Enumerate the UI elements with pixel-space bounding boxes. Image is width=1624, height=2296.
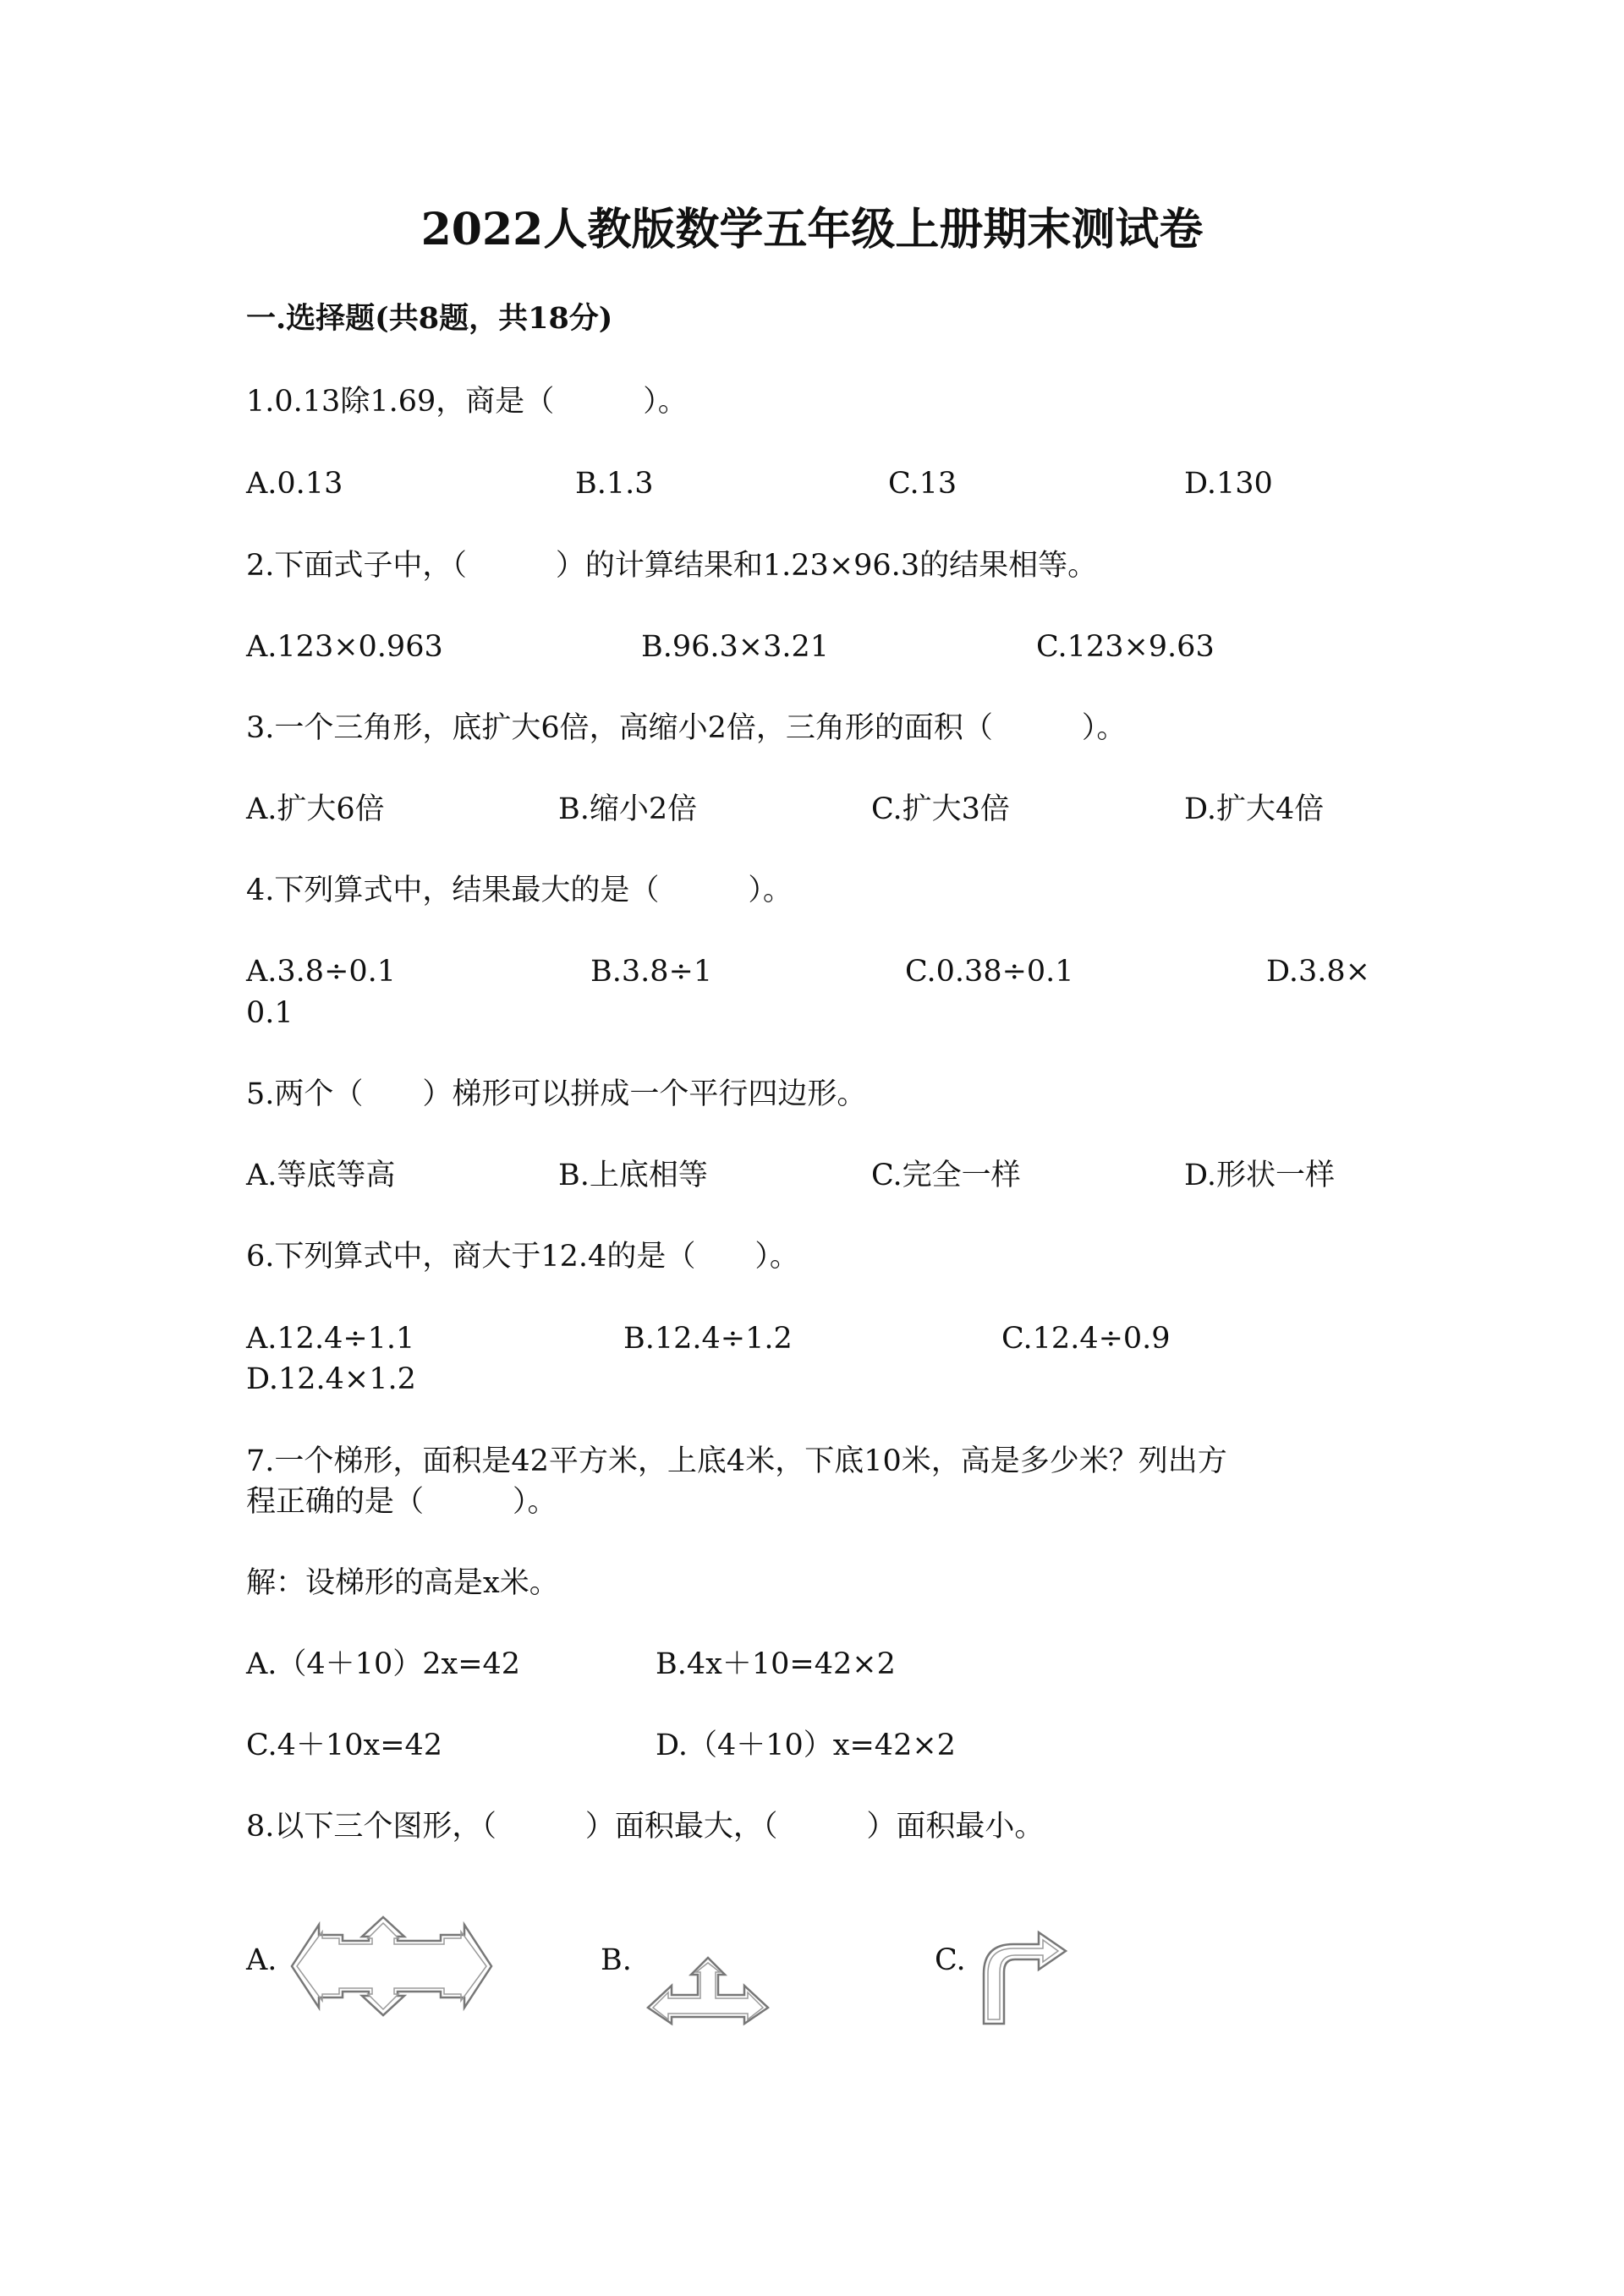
question-3-option-a: A.扩大6倍 — [246, 792, 385, 826]
figure-c-turn-arrow-icon — [973, 1913, 1070, 2027]
question-8-option-a: A. — [246, 1943, 277, 1977]
question-6-option-d: D.12.4×1.2 — [246, 1362, 416, 1396]
question-1-option-c: C.13 — [888, 467, 957, 501]
question-2-option-b: B.96.3×3.21 — [641, 630, 830, 664]
question-7-option-b: B.4x＋10=42×2 — [656, 1647, 896, 1681]
question-2-stem: 2.下面式子中，（ ）的计算结果和1.23×96.3的结果相等。 — [246, 549, 1098, 583]
question-5-option-d: D.形状一样 — [1184, 1159, 1335, 1192]
page-title: 2022人教版数学五年级上册期末测试卷 — [420, 204, 1204, 255]
question-1-stem: 1.0.13除1.69，商是（ ）。 — [246, 385, 688, 419]
question-4-stem: 4.下列算式中，结果最大的是（ ）。 — [246, 874, 793, 907]
question-3-stem: 3.一个三角形，底扩大6倍，高缩小2倍，三角形的面积（ ）。 — [246, 711, 1127, 745]
question-5-option-c: C.完全一样 — [871, 1159, 1021, 1192]
question-8-stem: 8.以下三个图形，（ ）面积最大，（ ）面积最小。 — [246, 1810, 1045, 1844]
question-6-stem: 6.下列算式中，商大于12.4的是（ ）。 — [246, 1240, 799, 1274]
question-1-option-d: D.130 — [1184, 467, 1273, 501]
question-3-option-b: B.缩小2倍 — [558, 792, 698, 826]
question-5-stem: 5.两个（ ）梯形可以拼成一个平行四边形。 — [246, 1077, 867, 1111]
question-5-option-a: A.等底等高 — [246, 1159, 396, 1192]
question-4-option-b: B.3.8÷1 — [590, 955, 713, 989]
question-8-option-b: B. — [601, 1943, 632, 1977]
question-7-option-c: C.4＋10x=42 — [246, 1729, 443, 1762]
question-7-stem-cont: 程正确的是（ ）。 — [246, 1485, 557, 1519]
question-2-option-c: C.123×9.63 — [1036, 630, 1215, 664]
section-heading: 一.选择题(共8题，共18分) — [246, 301, 613, 336]
question-1-option-b: B.1.3 — [575, 467, 654, 501]
question-3-option-c: C.扩大3倍 — [871, 792, 1010, 826]
question-4-option-c: C.0.38÷0.1 — [905, 955, 1074, 989]
question-7-option-a: A.（4＋10）2x=42 — [246, 1647, 521, 1681]
question-4-option-d-cont: 0.1 — [246, 996, 294, 1030]
question-6-option-b: B.12.4÷1.2 — [623, 1322, 793, 1356]
question-5-option-b: B.上底相等 — [558, 1159, 708, 1192]
question-4-option-a: A.3.8÷0.1 — [246, 955, 397, 989]
question-6-option-c: C.12.4÷0.9 — [1001, 1322, 1171, 1356]
figure-b-t-arrow-icon — [645, 1955, 771, 2027]
question-6-option-a: A.12.4÷1.1 — [246, 1322, 415, 1356]
question-7-option-d: D.（4＋10）x=42×2 — [656, 1729, 956, 1762]
question-2-option-a: A.123×0.963 — [246, 630, 443, 664]
question-7-note: 解：设梯形的高是x米。 — [246, 1566, 559, 1600]
question-1-option-a: A.0.13 — [246, 467, 343, 501]
figure-a-cross-arrow-icon — [288, 1913, 496, 2019]
question-8-option-c: C. — [935, 1943, 966, 1977]
question-7-stem: 7.一个梯形，面积是42平方米，上底4米，下底10米，高是多少米？列出方 — [246, 1444, 1227, 1478]
question-4-option-d: D.3.8× — [1266, 955, 1370, 989]
question-3-option-d: D.扩大4倍 — [1184, 792, 1325, 826]
